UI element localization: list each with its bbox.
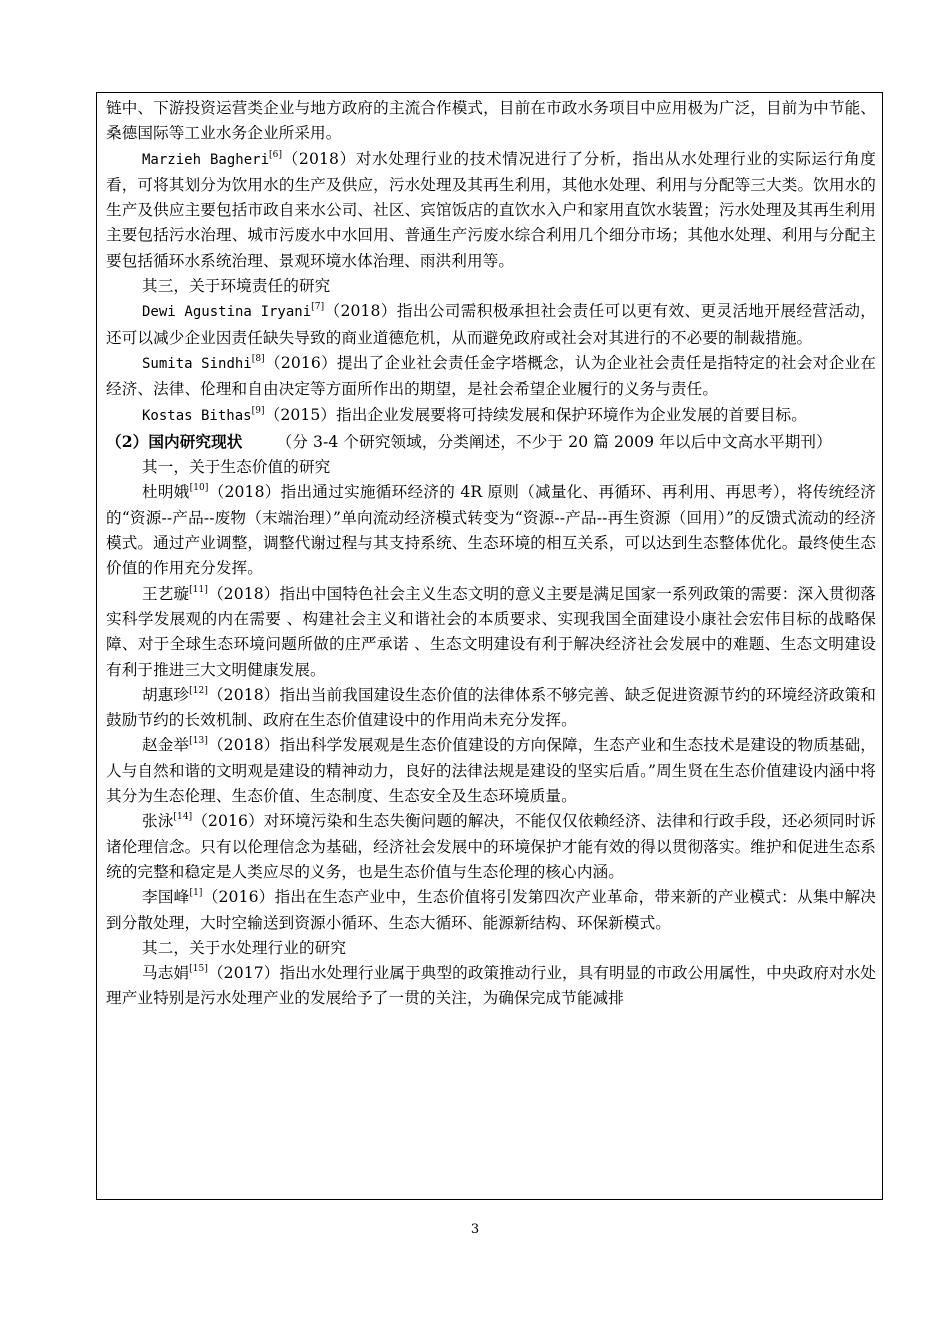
page-number: 3 (470, 1222, 480, 1237)
citation-ref: [13] (189, 736, 208, 747)
paragraph (106, 351, 876, 403)
citation-ref: [1] (189, 888, 203, 899)
paragraph (106, 885, 876, 936)
citation-ref: [14] (173, 812, 193, 823)
citation-ref: [9] (251, 405, 265, 416)
document-body (106, 96, 876, 1012)
paragraph-text: （2016）对环境污染和生态失衡问题的解决，不能仅仅依赖经济、法律和行政手段，还必须同时诉诸伦理信念。只有以伦理信念为基础，经济社会发展中的环境保护才能有效的得以贯彻落实。维护和促进生态系统的完整和稳定是人类应尽的义务，也是生态价值与生态伦理的核心内涵。 (106, 812, 877, 881)
citation-ref: [8] (251, 353, 265, 364)
citation-ref: [15] (189, 964, 208, 975)
paragraph-text: （2018）指出通过实施循环经济的 4R 原则（减量化、再循环、再利用、再思考），将传统经济的“资源--产品--废物（末端治理）”单向流动经济模式转变为“资源--产品--再生资源（回用）”的反馈式流动的经济模式。通过产业调整，调整代谢过程与其支持系统、生态环境的相互关系，可以达到生态整体优化。最终使生态价值的作用充分发挥。 (106, 483, 876, 578)
citation-author: Sumita Sindhi (142, 355, 252, 372)
citation-author: 马志娟 (142, 964, 190, 983)
citation-ref: [10] (189, 483, 209, 494)
citation-author: 李国峰 (142, 888, 190, 907)
paragraph-text: （2017）指出水处理行业属于典型的政策推动行业，具有明显的市政公用属性，中央政府对水处理产业特别是污水处理产业的发展给予了一贯的关注，为确保完成节能减排 (106, 964, 876, 1008)
citation-ref: [7] (311, 302, 325, 313)
paragraph (106, 733, 876, 809)
citation-ref: [12] (189, 685, 208, 696)
paragraph-text: （2015）指出企业发展要将可持续发展和保护环境作为企业发展的首要目标。 (264, 405, 807, 424)
citation-author: Dewi Agustina Iryani (142, 304, 312, 321)
paragraph-text: （2016）提出了企业社会责任金字塔概念，认为企业社会责任是指特定的社会对企业在经济、法律、伦理和自由决定等方面所作出的期望，是社会希望企业履行的义务与责任。 (106, 353, 877, 399)
citation-author: 胡惠珍 (142, 685, 190, 704)
section-note: （分 3-4 个研究领域，分类阐述，不少于 20 篇 2009 年以后中文高水平期刊） (276, 432, 832, 451)
paragraph-text: （2018）对水处理行业的技术情况进行了分析，指出从水处理行业的实际运行角度看，可将其划分为饮用水的生产及供应，污水处理及其再生利用，其他水处理、利用与分配等三大类。饮用水的生产及供应主要包括市政自来水公司、社区、宾馆饭店的直饮水入户和家用直饮水装置；污水处理及其再生利用主要包括污水治理、城市污废水中水回用、普通生产污废水综合利用几个细分市场；其他水处理、利用与分配主要包括循环水系统治理、景观环境水体治理、雨洪利用等。 (106, 149, 876, 270)
paragraph (106, 683, 876, 734)
section-title: （2）国内研究现状 (106, 431, 243, 451)
paragraph-text: （2018）指出科学发展观是生态价值建设的方向保障，生态产业和生态技术是建设的物质基础，人与自然和谐的文明观是建设的精神动力，良好的法律法规是建设的坚实后盾。”周生贤在生态价值建设内涵中将其分为生态伦理、生态价值、生态制度、生态安全及生态环境质量。 (106, 736, 876, 806)
paragraph (106, 403, 876, 429)
paragraph-text: （2018）指出中国特色社会主义生态文明的意义主要是满足国家一系列政策的需要：深入贯彻落实科学发展观的内在需要 、构建社会主义和谐社会的本质要求、实现我国全面建设小康社会宏伟目标的战略保障、对于全球生态环境问题所做的庄严承诺 、生态文明建设有利于解决经济社会发展中的难题、生态文明建设有利于推进三大文明健康发展。 (106, 584, 876, 679)
section-heading (106, 429, 876, 455)
subsection-heading: 其一，关于生态价值的研究 (142, 458, 331, 477)
citation-author: 杜明娥 (142, 483, 190, 502)
citation-author: 王艺璇 (142, 584, 190, 603)
subsection-heading: 其二，关于水处理行业的研究 (142, 938, 347, 957)
paragraph-text: （2018）指出当前我国建设生态价值的法律体系不够完善、缺乏促进资源节约的环境经济政策和鼓励节约的长效机制、政府在生态价值建设中的作用尚未充分发挥。 (106, 685, 876, 730)
citation-author: 赵金举 (142, 736, 190, 755)
paragraph (106, 299, 876, 351)
paragraph-text: （2018）指出公司需积极承担社会责任可以更有效、更灵活地开展经营活动，还可以减少企业因责任缺失导致的商业道德危机，从而避免政府或社会对其进行的不必要的制裁措施。 (106, 302, 876, 347)
citation-ref: [6] (269, 149, 283, 160)
subsection-heading: 其三，关于环境责任的研究 (142, 277, 331, 296)
paragraph (106, 480, 876, 581)
paragraph (106, 961, 876, 1012)
citation-ref: [11] (189, 584, 208, 595)
paragraph (106, 582, 876, 683)
paragraph-text: （2016）指出在生态产业中，生态价值将引发第四次产业革命，带来新的产业模式：从集中解决到分散处理，大时空输送到资源小循环、生态大循环、能源新结构、环保新模式。 (106, 888, 876, 932)
paragraph (106, 147, 876, 274)
paragraph: 链中、下游投资运营类企业与地方政府的主流合作模式，目前在市政水务项目中应用极为广泛，目前为中节能、桑德国际等工业水务企业所采用。 (106, 99, 876, 143)
citation-author: Kostas Bithas (142, 407, 252, 424)
citation-author: Marzieh Bagheri (142, 151, 270, 168)
paragraph (106, 809, 876, 885)
citation-author: 张泳 (142, 812, 174, 831)
